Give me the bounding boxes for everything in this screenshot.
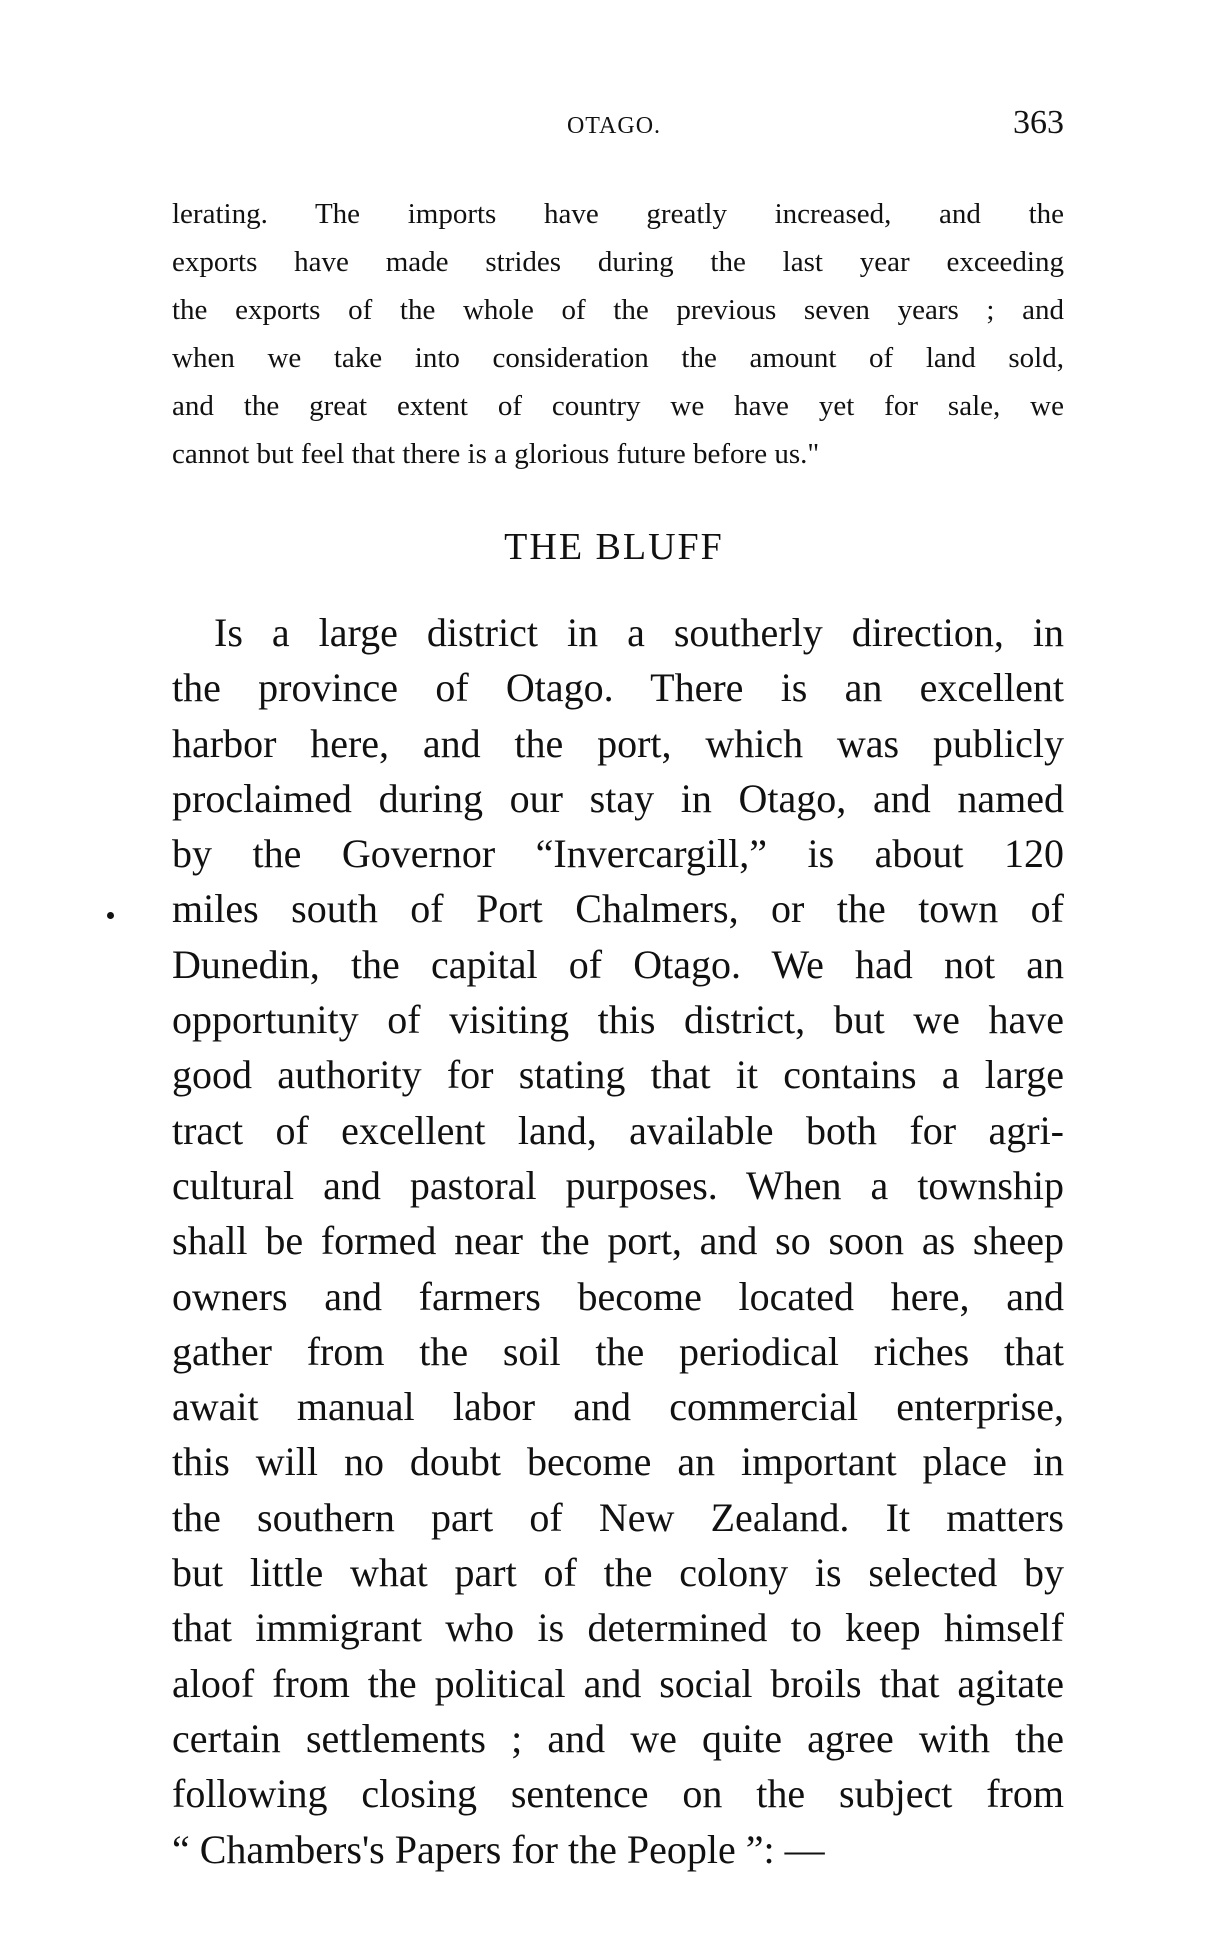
text-line: cannot but feel that there is a glorious future before us." <box>172 438 820 470</box>
text-line: lerating. The imports have greatly increased, and the <box>172 198 1064 230</box>
text-line: the southern part of New Zealand. It matters <box>172 1494 1064 1540</box>
text-line: owners and farmers become located here, and <box>172 1273 1064 1319</box>
text-line: “ Chambers's Papers for the People ”: — <box>172 1826 825 1872</box>
text-line: Is a large district in a southerly direction, in <box>214 610 1064 655</box>
text-line: and the great extent of country we have yet for sale, we <box>172 390 1064 422</box>
text-line: cultural and pastoral purposes. When a township <box>172 1162 1064 1208</box>
text-line: opportunity of visiting this district, but we have <box>172 997 1064 1043</box>
text-line: but little what part of the colony is selected by <box>172 1550 1064 1596</box>
text-line: tract of excellent land, available both for agri- <box>172 1107 1064 1153</box>
text-line: await manual labor and commercial enterprise, <box>172 1384 1064 1430</box>
running-head: OTAGO. <box>566 113 662 139</box>
text-line: the province of Otago. There is an excellent <box>172 665 1064 711</box>
text-line: by the Governor “Invercargill,” is about 120 <box>172 831 1064 877</box>
text-line: harbor here, and the port, which was publicly <box>172 720 1064 766</box>
text-line: Dunedin, the capital of Otago. We had not an <box>172 941 1064 987</box>
text-line: the exports of the whole of the previous seven years ; and <box>172 294 1064 326</box>
text-line: good authority for stating that it contains a large <box>172 1052 1064 1098</box>
text-line: this will no doubt become an important place in <box>172 1439 1064 1485</box>
text-line: certain settlements ; and we quite agree with the <box>172 1715 1064 1761</box>
page-number: 363 <box>1013 104 1064 141</box>
text-line: following closing sentence on the subject from <box>172 1771 1064 1817</box>
text-line: exports have made strides during the last year exceeding <box>172 246 1064 278</box>
text-line: that immigrant who is determined to keep himself <box>172 1605 1064 1651</box>
text-line: shall be formed near the port, and so soon as sheep <box>172 1218 1064 1264</box>
text-line: aloof from the political and social broils that agitate <box>172 1660 1064 1706</box>
text-line: proclaimed during our stay in Otago, and named <box>172 775 1064 821</box>
margin-mark <box>107 912 114 919</box>
section-title: THE BLUFF <box>504 526 724 568</box>
quoted-paragraph <box>172 190 1064 478</box>
text-line: gather from the soil the periodical riches that <box>172 1328 1064 1374</box>
text-line: miles south of Port Chalmers, or the town of <box>172 886 1064 932</box>
body-paragraph <box>172 605 1064 1877</box>
text-line: when we take into consideration the amount of land sold, <box>172 342 1064 374</box>
